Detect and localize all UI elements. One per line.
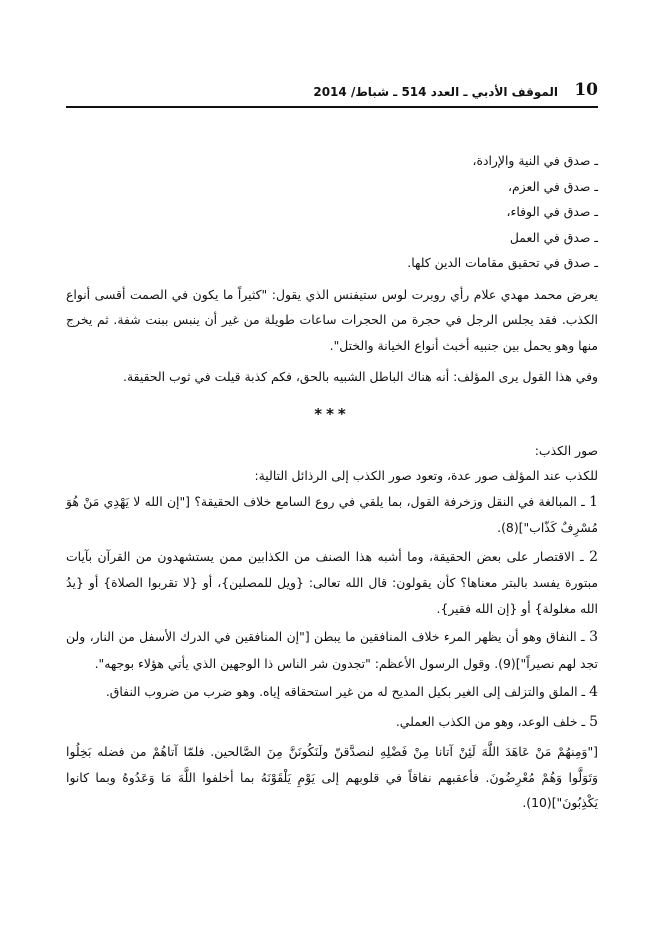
running-title: الموقف الأدبي ـ العدد 514 ـ شباط/ 2014 — [313, 85, 558, 99]
item-number: 5 — [589, 713, 598, 730]
truth-list — [66, 148, 598, 276]
list-item — [66, 489, 598, 541]
item-number: 2 — [589, 548, 598, 565]
item-number: 1 — [589, 493, 598, 510]
section-separator: *** — [314, 404, 350, 423]
item-number: 4 — [589, 684, 598, 700]
paragraph-stevenson: يعرض محمد مهدي علام رأي روبرت لوس ستيفنس الذي يقول: "كثيراً ما يكون في الصمت أقسى أنواع الكذب. فقد يجلس الرجل في حجرة من الحجرات ساعات طويلة من غير أن ينبس ببنت شفة. ثم يخرج منها وهو يحمل بين جنبيه أخبث أنواع الخيانة والختل". — [66, 286, 598, 353]
item-text: ـ خلف الوعد، وهو من الكذب العملي. — [395, 713, 590, 729]
article-body — [66, 148, 598, 816]
page-header — [66, 80, 598, 108]
list-item: ـ صدق في العمل — [509, 229, 598, 245]
item-number: 3 — [589, 629, 598, 645]
section-intro: للكذب عند المؤلف صور عدة، وتعود صور الكذب إلى الرذائل التالية: — [254, 468, 598, 483]
list-item: ـ صدق في العزم، — [507, 178, 598, 194]
list-item — [66, 544, 598, 622]
list-item: ـ صدق في الوفاء، — [506, 204, 598, 219]
page-number: 10 — [574, 80, 598, 100]
list-item — [66, 624, 598, 676]
list-item: ـ صدق في تحقيق مقامات الدين كلها. — [407, 255, 598, 270]
item-text: ـ الملق والتزلف إلى الغير بكيل المديح له من غير استحقاقه إياه. وهو ضرب من ضروب النفاق. — [105, 684, 590, 699]
section-title: صور الكذب: — [534, 442, 598, 458]
list-item: ـ صدق في النية والإرادة، — [472, 153, 598, 168]
item-text: ـ النفاق وهو أن يظهر المرء خلاف المنافقين ما يبطن ["إن المنافقين في الدرك الأسفل من النار، ولن تجد لهم نصيراً"](9). وقول الرسول الأعظم: "تجدون شر الناس ذا الوجهين الذي يأتي هؤلاء بوجهه". — [66, 629, 598, 671]
list-item — [66, 709, 598, 736]
item-text: ـ المبالغة في النقل وزخرفة القول، بما يلقي في روع السامع خلاف الحقيقة؟ ["إن الله لا يَهْدِي مَنْ هُوَ مُسْرِفٌ كَذّاب"](8). — [66, 493, 598, 535]
paragraph-author-view: وفي هذا القول يرى المؤلف: أنه هناك الباطل الشبيه بالحق، فكم كذبة قيلت في ثوب الحقيقة. — [123, 369, 598, 384]
item-text: ـ الاقتصار على بعض الحقيقة، وما أشبه هذا الصنف من الكذابين ممن يستشهدون من القرآن بآيات مبتورة يفسد بالبتر معناها؟ كأن يقولون: قال الله تعالى: {ويل للمصلين}، أو {لا تقربوا الصلاة} أو {يدُ الله مغلولة} أو {إن الله فقير}. — [66, 548, 598, 616]
list-item — [66, 679, 598, 706]
quran-quote: ["وَمِنهُمْ مَنْ عَاهَدَ اللَّهَ لَئِنْ آتانا مِنْ فَضْلِهِ لنصدَّقنّ ولَنَكُونَنَّ مِنَ الصَّالحين. فلمّا آتاهُمْ من فضله بَخِلُوا وَتَوَلَّوا وَهُمْ مُعْرِضُونَ. فأعقبهم نفاقاً في قلوبهم إلى يَوْمِ يَلْقَوْنَهُ بما أخلفوا اللَّهَ مَا وَعَدُوهُ وبما كانوا يَكْذِبُونَ"](10). — [66, 744, 598, 810]
lie-forms-list — [66, 489, 598, 736]
